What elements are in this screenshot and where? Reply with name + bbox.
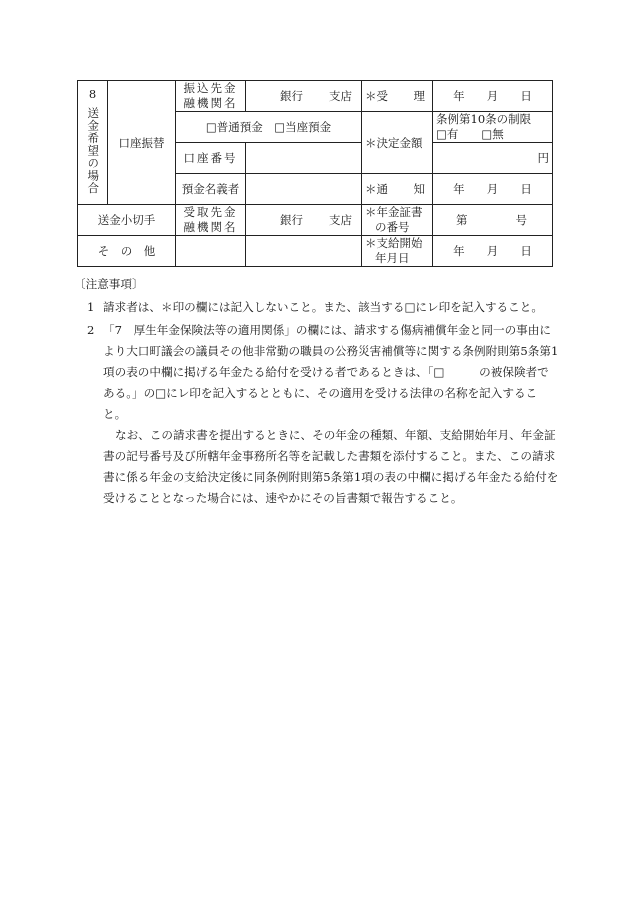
bank-label: 銀行 bbox=[280, 89, 303, 103]
note-text-2: 「7 厚生年金保険法等の適用関係」の欄には、請求する傷病補償年金と同一の事由により大口町議会の議員その他非常勤の職員の公務災害補償等に関する条例附則第5条第1項の表の中欄に掲げる年金たる給付を受ける者であるときは、「□ の被保険者である。」の□にレ印を記入するとともに、その適用を受ける法律の名称を記入すること。 bbox=[103, 323, 559, 421]
jorei-label: 条例第10条の制限 bbox=[436, 112, 532, 126]
uketori-label-cell bbox=[362, 81, 433, 112]
shikyu-kaishi-line1: ＊支給開始 bbox=[365, 236, 423, 250]
koza-bango-label: 口座番号 bbox=[176, 143, 246, 174]
kettei-kingaku-label: ＊決定金額 bbox=[362, 112, 433, 174]
koza-furikae-label: 口座振替 bbox=[108, 81, 176, 205]
tsuchi-label-a: ＊通 bbox=[365, 182, 388, 196]
furikomi-label-cell bbox=[176, 81, 246, 112]
notes-section bbox=[74, 274, 559, 509]
note-number-1: 1 bbox=[87, 300, 95, 314]
uketori-label-b: 理 bbox=[413, 89, 425, 103]
month-unit: 月 bbox=[486, 182, 499, 196]
account-type-cell[interactable]: □普通預金 □当座預金 bbox=[176, 112, 362, 143]
furikomi-label-line1: 振込先金 bbox=[183, 81, 238, 95]
kogitte-bank-cell[interactable] bbox=[246, 205, 362, 236]
nenkin-shosho-cell bbox=[362, 205, 433, 236]
tsuchi-label-b: 知 bbox=[413, 182, 425, 196]
row-soukin-kogitte bbox=[78, 205, 553, 236]
remittance-form-table bbox=[77, 80, 553, 267]
nenkin-shosho-line2: の番号 bbox=[375, 220, 410, 234]
yes-no-checkboxes[interactable]: □有 □無 bbox=[436, 127, 504, 141]
koza-bango-field[interactable] bbox=[246, 143, 362, 174]
sonota-field-2[interactable] bbox=[246, 236, 362, 267]
month-unit: 月 bbox=[486, 89, 499, 103]
dai-label: 第 bbox=[456, 213, 468, 227]
section-title: 送金希望の場合 bbox=[86, 107, 101, 195]
day-unit: 日 bbox=[520, 182, 532, 196]
branch-label: 支店 bbox=[329, 89, 352, 103]
section-label-cell bbox=[78, 81, 108, 205]
meigi-field[interactable] bbox=[246, 174, 362, 205]
nenkin-number-cell[interactable] bbox=[433, 205, 553, 236]
meigi-label: 預金名義者 bbox=[176, 174, 246, 205]
row-furikomi bbox=[78, 81, 553, 112]
bank-label: 銀行 bbox=[280, 213, 303, 227]
row-sonota bbox=[78, 236, 553, 267]
uketori-date-cell[interactable] bbox=[433, 81, 553, 112]
tsuchi-date-cell[interactable] bbox=[433, 174, 553, 205]
tsuchi-label-cell bbox=[362, 174, 433, 205]
note-text-1: 請求者は、＊印の欄には記入しないこと。また、該当する□にレ印を記入すること。 bbox=[103, 300, 543, 314]
sonota-label: そ の 他 bbox=[78, 236, 176, 267]
notes-title: 〔注意事項〕 bbox=[74, 277, 144, 291]
note-item-2 bbox=[77, 320, 559, 425]
amount-field[interactable] bbox=[433, 143, 553, 174]
section-number: 8 bbox=[88, 87, 97, 102]
month-unit: 月 bbox=[486, 244, 499, 258]
nenkin-shosho-line1: ＊年金証書 bbox=[365, 205, 423, 219]
note-item-1 bbox=[77, 297, 559, 318]
year-unit: 年 bbox=[453, 182, 465, 196]
branch-label: 支店 bbox=[329, 213, 352, 227]
go-label: 号 bbox=[515, 213, 527, 227]
day-unit: 日 bbox=[520, 89, 532, 103]
soukin-kogitte-label: 送金小切手 bbox=[78, 205, 176, 236]
uketori-sakikin-line1: 受取先金 bbox=[183, 205, 238, 219]
shikyu-kaishi-cell bbox=[362, 236, 433, 267]
shikyu-date-cell[interactable] bbox=[433, 236, 553, 267]
furikomi-bank-cell[interactable] bbox=[246, 81, 362, 112]
note-number-2: 2 bbox=[87, 323, 95, 337]
year-unit: 年 bbox=[453, 89, 465, 103]
year-unit: 年 bbox=[453, 244, 465, 258]
yen-unit: 円 bbox=[537, 151, 549, 165]
note-paragraph: なお、この請求書を提出するときに、その年金の種類、年額、支給開始年月、年金証書の記号番号及び所轄年金事務所名等を記載した書類を添付すること。また、この請求書に係る年金の支給決定後に同条例附則第5条第1項の表の中欄に掲げる年金たる給付を受けることとなった場合には、速やかにその旨書類で報告すること。 bbox=[103, 428, 559, 505]
furikomi-label-line2: 融機関名 bbox=[183, 96, 238, 110]
shikyu-kaishi-line2: 年月日 bbox=[375, 251, 410, 265]
uketori-label-a: ＊受 bbox=[365, 89, 388, 103]
uketori-sakikin-line2: 融機関名 bbox=[183, 220, 238, 234]
uketori-sakikin-cell bbox=[176, 205, 246, 236]
day-unit: 日 bbox=[520, 244, 532, 258]
jorei-cell[interactable] bbox=[433, 112, 553, 143]
sonota-field-1[interactable] bbox=[176, 236, 246, 267]
